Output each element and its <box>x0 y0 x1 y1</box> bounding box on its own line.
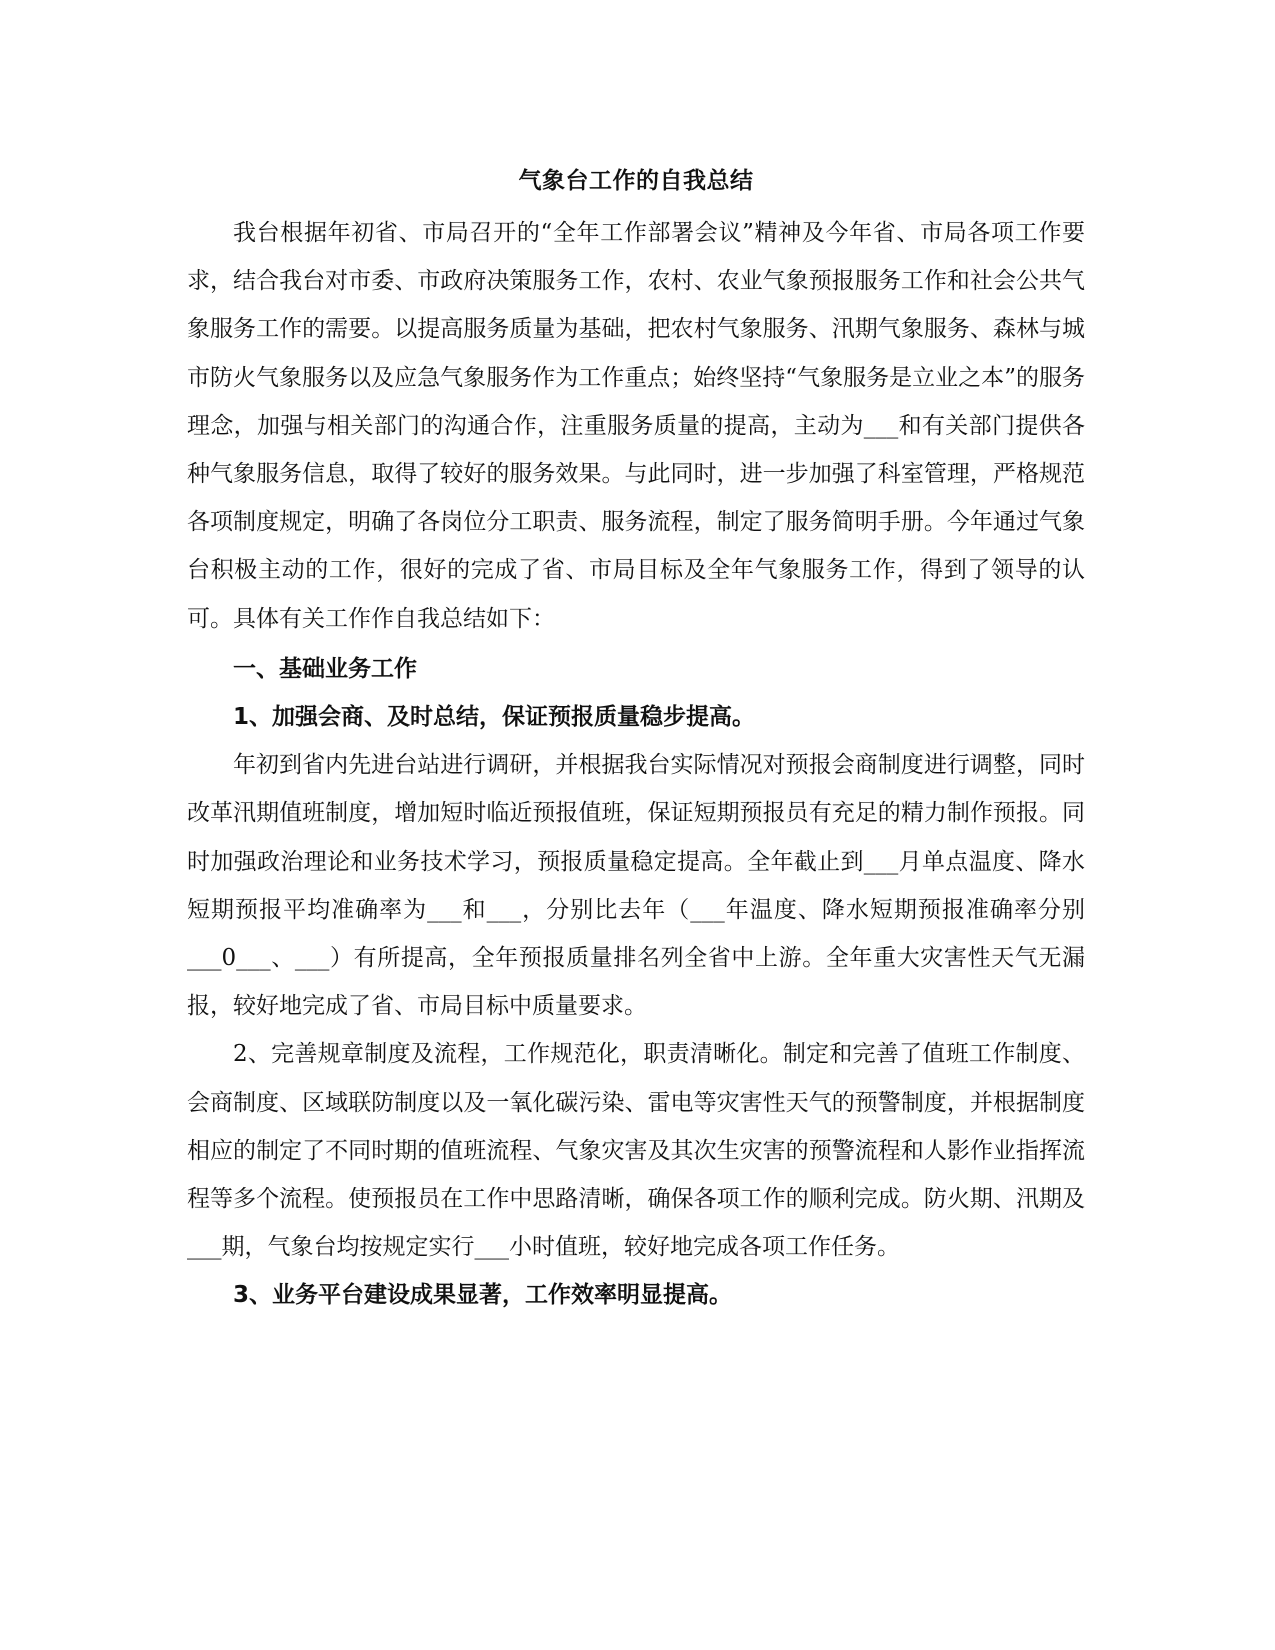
item-heading-forecast-quality: 1、加强会商、及时总结，保证预报质量稳步提高。 <box>233 704 756 731</box>
document-title: 气象台工作的自我总结 <box>518 167 754 194</box>
item-heading-platform: 3、业务平台建设成果显著，工作效率明显提高。 <box>233 1282 733 1309</box>
section-heading-basic-work: 一、基础业务工作 <box>233 655 417 682</box>
item-paragraph-regulations: 2、完善规章制度及流程，工作规范化，职责清晰化。制定和完善了值班工作制度、会商制度、区域联防制度以及一氧化碳污染、雷电等灾害性天气的预警制度，并根据制度相应的制定了不同时期的值班流程、气象灾害及其次生灾害的预警流程和人影作业指挥流程等多个流程。使预报员在工作中思路清晰，确保各项工作的顺利完成。防火期、汛期及___期，气象台均按规定实行___小时值班，较好地完成各项工作任务。 <box>187 1041 1085 1261</box>
document-body <box>187 155 1085 1320</box>
intro-paragraph: 我台根据年初省、市局召开的“全年工作部署会议”精神及今年省、市局各项工作要求，结合我台对市委、市政府决策服务工作，农村、农业气象预报服务工作和社会公共气象服务工作的需要。以提高服务质量为基础，把农村气象服务、汛期气象服务、森林与城市防火气象服务以及应急气象服务作为工作重点；始终坚持“气象服务是立业之本”的服务理念，加强与相关部门的沟通合作，注重服务质量的提高，主动为___和有关部门提供各种气象服务信息，取得了较好的服务效果。与此同时，进一步加强了科室管理，严格规范各项制度规定，明确了各岗位分工职责、服务流程，制定了服务简明手册。今年通过气象台积极主动的工作，很好的完成了省、市局目标及全年气象服务工作，得到了领导的认可。具体有关工作作自我总结如下： <box>187 220 1085 632</box>
item-paragraph-forecast-quality: 年初到省内先进台站进行调研，并根据我台实际情况对预报会商制度进行调整，同时改革汛期值班制度，增加短时临近预报值班，保证短期预报员有充足的精力制作预报。同时加强政治理论和业务技术学习，预报质量稳定提高。全年截止到___月单点温度、降水短期预报平均准确率为___和___，分别比去年（___年温度、降水短期预报准确率分别___0___、___）有所提高，全年预报质量排名列全省中上游。全年重大灾害性天气无漏报，较好地完成了省、市局目标中质量要求。 <box>187 752 1085 1020</box>
